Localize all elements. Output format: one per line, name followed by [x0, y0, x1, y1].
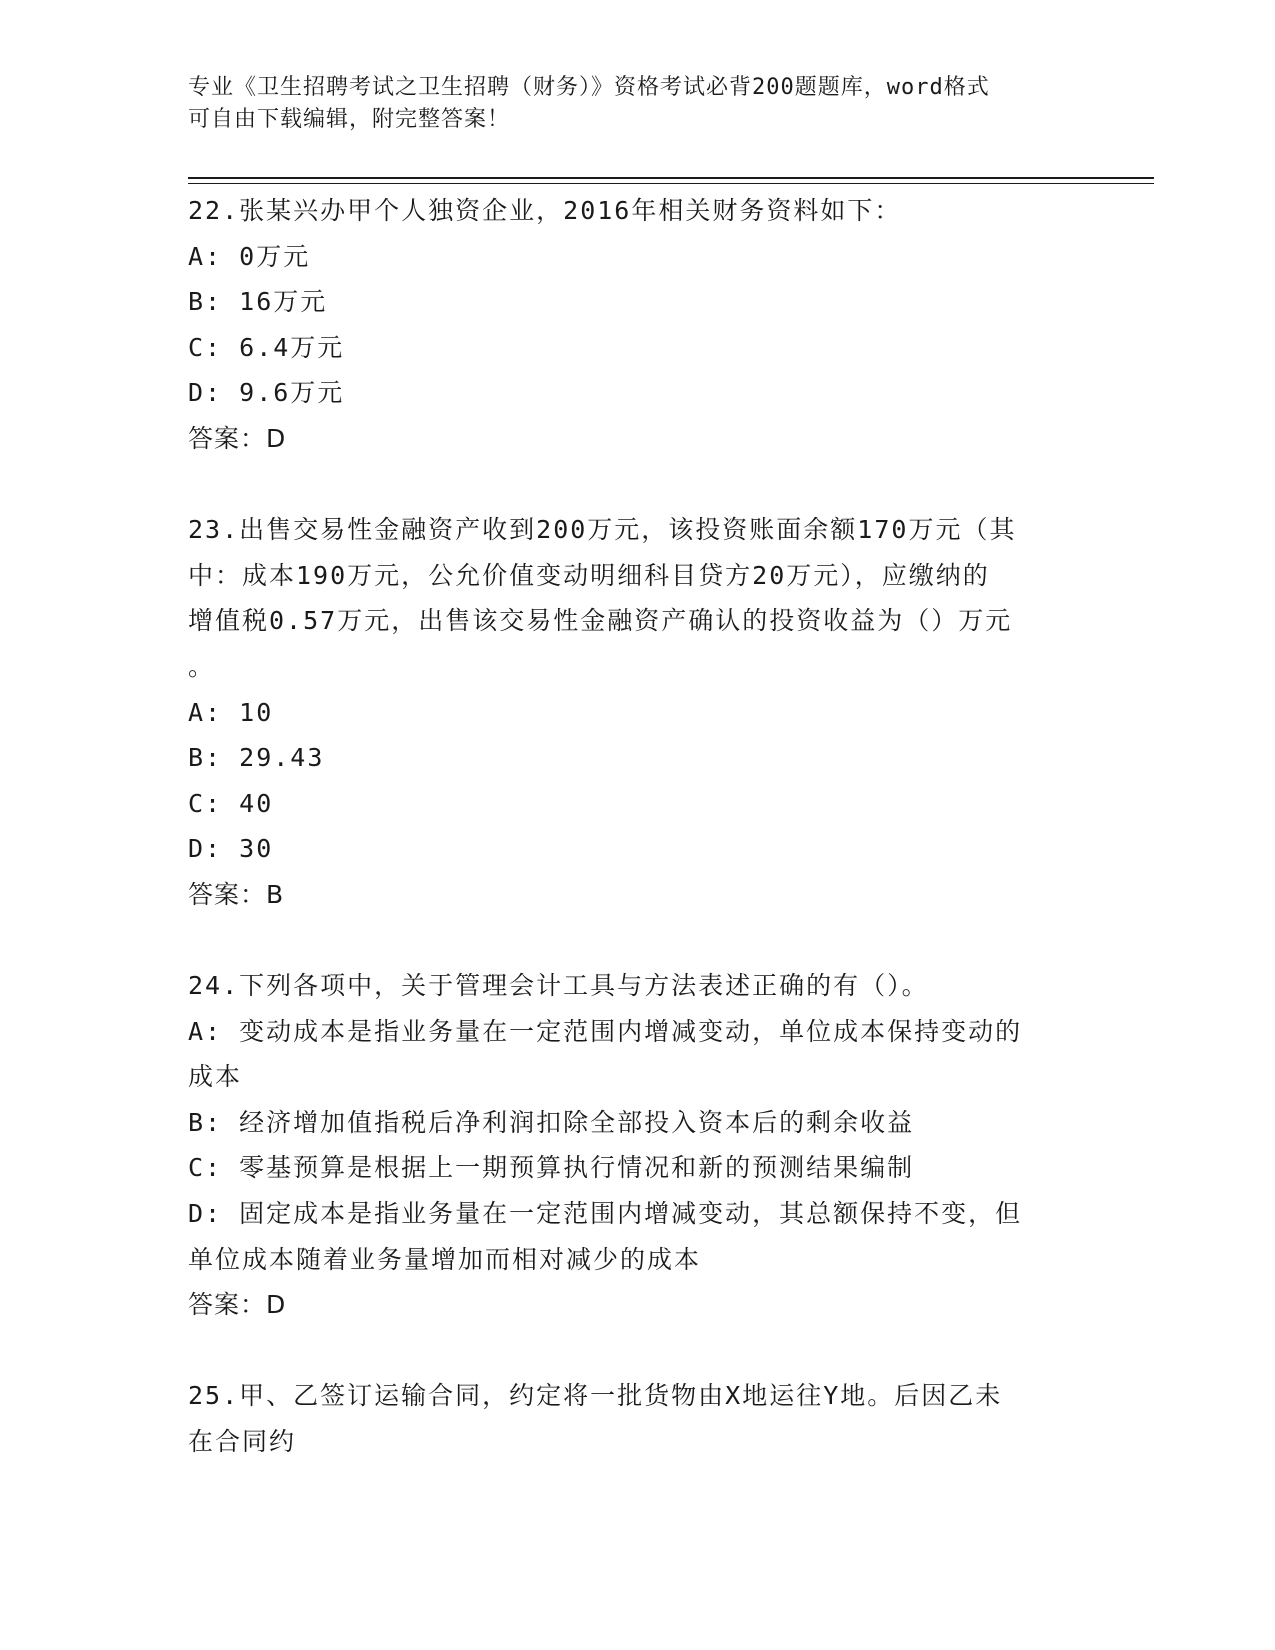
answer-line: 答案：D — [188, 423, 287, 453]
option-d: D: 固定成本是指业务量在一定范围内增减变动，其总额保持不变，但 — [188, 1199, 1023, 1229]
option-d-continued: 单位成本随着业务量增加而相对减少的成本 — [188, 1244, 702, 1274]
question-23 — [188, 507, 1068, 917]
question-22 — [188, 188, 1068, 462]
option-b: B: 29.43 — [188, 743, 325, 773]
question-stem: 22.张某兴办甲个人独资企业，2016年相关财务资料如下： — [188, 196, 902, 225]
option-c: C: 零基预算是根据上一期预算执行情况和新的预测结果编制 — [188, 1153, 915, 1183]
option-d: D: 9.6万元 — [188, 378, 345, 408]
question-stem: 25.甲、乙签订运输合同，约定将一批货物由X地运往Y地。后因乙未 — [188, 1381, 1003, 1411]
question-stem: 增值税0.57万元，出售该交易性金融资产确认的投资收益为（）万元 — [188, 606, 1013, 636]
question-stem: 23.出售交易性金融资产收到200万元，该投资账面余额170万元（其 — [188, 515, 1017, 545]
header-line-1: 专业《卫生招聘考试之卫生招聘（财务）》资格考试必背200题题库，word格式 — [188, 75, 990, 100]
header-divider-thick — [188, 177, 1154, 179]
option-d: D: 30 — [188, 834, 274, 864]
option-a-continued: 成本 — [188, 1062, 243, 1092]
question-spacer — [188, 918, 1068, 964]
question-25 — [188, 1373, 1068, 1464]
question-spacer — [188, 1328, 1068, 1374]
question-stem: 。 — [188, 651, 216, 681]
header-divider-thin — [188, 183, 1154, 184]
question-24 — [188, 963, 1068, 1328]
document-header — [188, 72, 1068, 136]
option-b: B: 16万元 — [188, 287, 328, 317]
option-c: C: 6.4万元 — [188, 332, 345, 362]
question-list — [188, 188, 1068, 1465]
question-spacer — [188, 462, 1068, 508]
option-c: C: 40 — [188, 788, 274, 818]
question-stem: 24.下列各项中，关于管理会计工具与方法表述正确的有（）。 — [188, 971, 929, 1001]
option-b: B: 经济增加值指税后净利润扣除全部投入资本后的剩余收益 — [188, 1107, 915, 1137]
answer-line: 答案：D — [188, 1290, 287, 1320]
header-line-2: 可自由下载编辑，附完整答案！ — [188, 107, 511, 132]
option-a: A: 10 — [188, 697, 274, 727]
answer-line: 答案：B — [188, 879, 285, 909]
question-stem: 中：成本190万元，公允价值变动明细科目贷方20万元），应缴纳的 — [188, 560, 990, 590]
question-stem: 在合同约 — [188, 1427, 297, 1457]
option-a: A: 0万元 — [188, 241, 311, 271]
option-a: A: 变动成本是指业务量在一定范围内增减变动，单位成本保持变动的 — [188, 1016, 1023, 1046]
